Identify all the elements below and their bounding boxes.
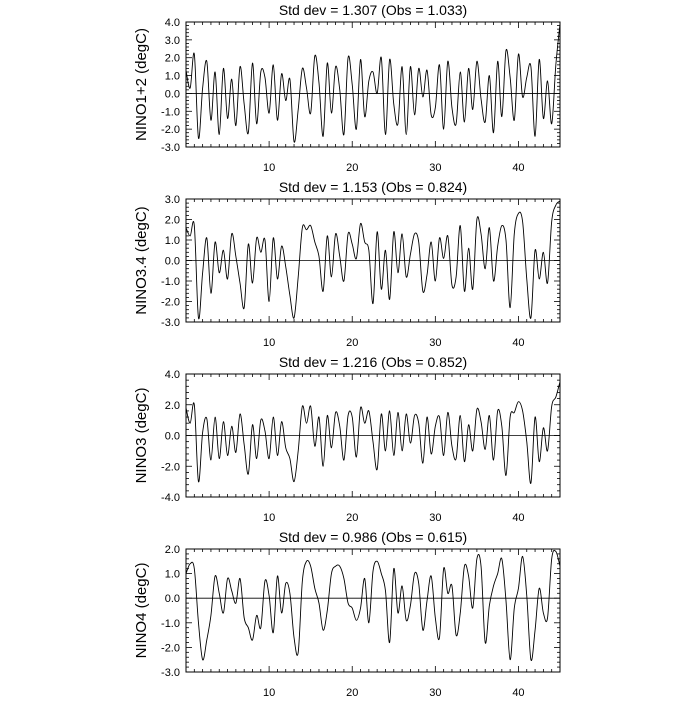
y-tick-label: -2.0 — [161, 296, 180, 309]
panel-title: Std dev = 1.153 (Obs = 0.824) — [278, 179, 468, 195]
x-tick-label: 40 — [512, 687, 525, 699]
series-line — [186, 382, 560, 484]
x-tick-label: 10 — [262, 162, 276, 174]
series-line — [186, 550, 560, 660]
x-tick-label: 30 — [429, 687, 442, 699]
y-axis-label: NINO4 (degC) — [133, 562, 150, 659]
y-tick-label: 2.0 — [164, 214, 180, 227]
y-tick-label: 1.0 — [164, 70, 180, 83]
y-tick-label: -2.0 — [161, 642, 180, 655]
x-tick-label: 10 — [262, 512, 276, 524]
series-line — [186, 24, 560, 143]
panel-2 — [133, 179, 560, 349]
y-tick-label: -3.0 — [161, 317, 180, 329]
x-tick-label: 20 — [346, 512, 359, 524]
series-line — [186, 201, 560, 319]
x-tick-label: 30 — [429, 337, 442, 349]
y-tick-label: 4.0 — [164, 369, 180, 381]
y-tick-label: 4.0 — [164, 17, 180, 29]
x-tick-label: 30 — [429, 162, 442, 174]
panel-title: Std dev = 1.216 (Obs = 0.852) — [278, 354, 468, 370]
y-tick-label: -1.0 — [161, 617, 180, 630]
y-axis-label: NINO3.4 (degC) — [133, 206, 150, 315]
y-tick-label: -1.0 — [161, 106, 180, 119]
y-tick-label: -4.0 — [161, 492, 180, 504]
y-axis-label: NINO3 (degC) — [133, 387, 150, 484]
y-tick-label: 0.0 — [164, 88, 180, 101]
y-tick-label: 2.0 — [164, 52, 180, 65]
x-tick-label: 10 — [262, 687, 276, 699]
x-tick-label: 40 — [512, 337, 525, 349]
y-tick-label: 0.0 — [164, 430, 180, 443]
plot-frame — [186, 549, 560, 672]
y-tick-label: 0.0 — [164, 255, 180, 268]
y-tick-label: -2.0 — [161, 124, 180, 137]
y-tick-label: -3.0 — [161, 667, 180, 679]
y-tick-label: 1.0 — [164, 235, 180, 247]
x-tick-label: 40 — [512, 162, 525, 174]
y-tick-label: 3.0 — [164, 194, 180, 206]
y-tick-label: -1.0 — [161, 276, 180, 288]
y-tick-label: 0.0 — [164, 593, 180, 606]
panel-title: Std dev = 0.986 (Obs = 0.615) — [278, 529, 468, 545]
y-tick-label: 2.0 — [164, 544, 180, 556]
y-tick-label: 2.0 — [164, 399, 180, 412]
x-tick-label: 10 — [262, 337, 276, 349]
x-tick-label: 20 — [346, 162, 359, 174]
y-tick-label: 3.0 — [164, 34, 180, 47]
panel-1 — [133, 2, 560, 174]
y-tick-label: -2.0 — [161, 461, 180, 474]
panel-4 — [133, 529, 560, 699]
x-tick-label: 20 — [346, 687, 359, 699]
panel-3 — [133, 354, 560, 524]
x-tick-label: 20 — [346, 337, 359, 349]
y-tick-label: -3.0 — [161, 142, 180, 154]
panel-title: Std dev = 1.307 (Obs = 1.033) — [278, 2, 468, 18]
x-tick-label: 30 — [429, 512, 442, 524]
y-tick-label: 1.0 — [164, 568, 180, 581]
x-tick-label: 40 — [512, 512, 525, 524]
y-axis-label: NINO1+2 (degC) — [133, 28, 150, 141]
